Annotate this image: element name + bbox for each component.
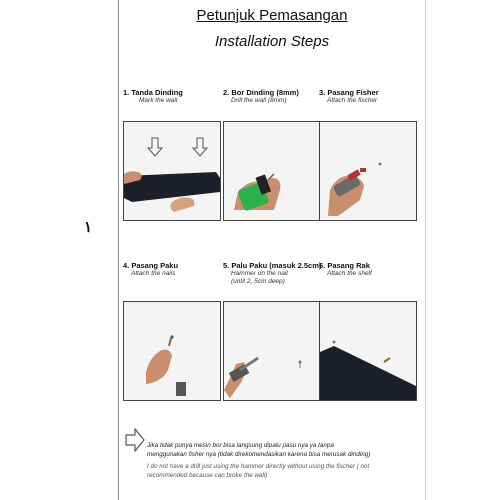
step-2-label: 2. Bor Dinding (8mm) (223, 88, 299, 97)
step-1-label: 1. Tanda Dinding (123, 88, 183, 97)
step-3-label: 3. Pasang Fisher (319, 88, 379, 97)
step-4-photo (123, 301, 221, 401)
step-5-photo (223, 301, 321, 401)
step-1-caption (123, 88, 221, 105)
step-4-label: 4. Pasang Paku (123, 261, 179, 270)
step-2-caption (223, 88, 321, 105)
step-6-caption (319, 261, 417, 278)
note-block (147, 441, 423, 480)
page-subtitle: Installation Steps (214, 33, 330, 50)
step-6-label: 6. Pasang Rak (319, 261, 370, 270)
step-6-sub: Attach the shelf (327, 270, 372, 277)
step-3-caption (319, 88, 417, 105)
instruction-sheet (118, 0, 426, 500)
note-id-line-2: menggunakan fisher nya (tidak direkomendasikan karena bisa merusak dinding) (147, 451, 371, 458)
step-4-sub: Attach the nails (131, 270, 176, 277)
step-1-sub: Mark the wall (139, 97, 178, 104)
note-en-line-2: recommended because can broke the wall) (147, 472, 268, 479)
stray-mark: ۱ (84, 219, 93, 236)
step-4-caption (123, 261, 221, 278)
right-arrow-icon (125, 428, 145, 457)
step-5-caption (223, 261, 321, 286)
step-2-photo (223, 121, 321, 221)
step-5-sub2: (until 2, 5cm deep) (231, 278, 285, 285)
step-6-photo (319, 301, 417, 401)
step-5-sub: Hammer on the nail (231, 270, 288, 277)
step-5-label: 5. Palu Paku (masuk 2.5cm) (223, 261, 322, 270)
step-3-photo (319, 121, 417, 221)
step-3-sub: Attach the fischer (327, 97, 378, 104)
note-en-line-1: I do not have a drill just using the hammer directly without using the fischer ( not (147, 463, 370, 470)
page-title: Petunjuk Pemasangan (196, 7, 348, 24)
note-id-line-1: Jika tidak punya mesin bor bisa langsung dipalu pasu nya ya tanpa (147, 442, 334, 449)
step-2-sub: Drill the wall (8mm) (231, 97, 287, 104)
step-1-photo (123, 121, 221, 221)
